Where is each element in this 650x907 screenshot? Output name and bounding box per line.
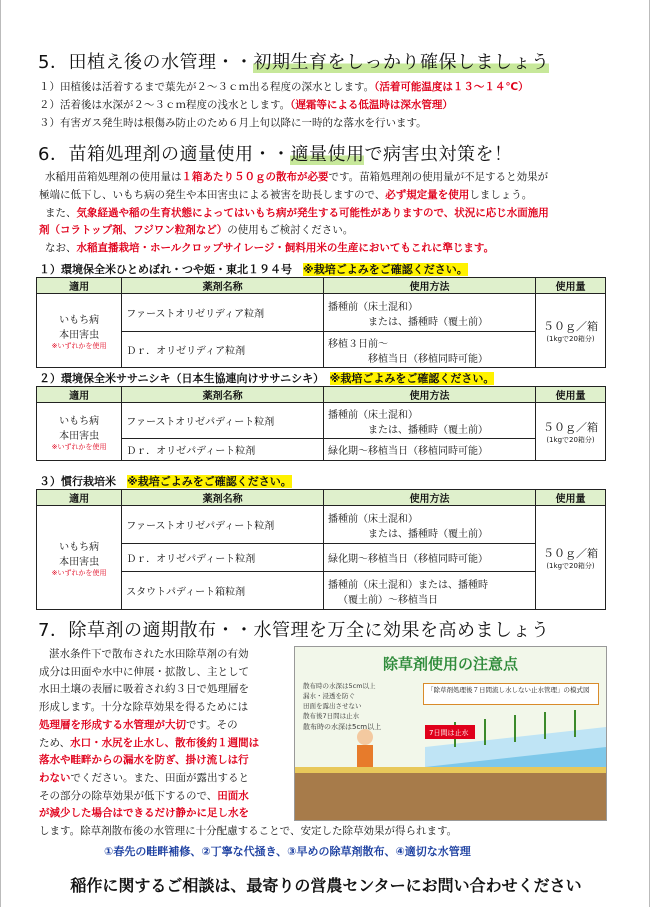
herbicide-illustration [294, 646, 607, 821]
drug-name: ファーストオリゼパディート粒剤 [122, 403, 324, 439]
table1-title [39, 261, 468, 277]
m1: 播種前（床土混和） [328, 301, 419, 313]
m2: （覆土前）～移植当日 [338, 594, 439, 606]
amount-cell [535, 294, 605, 368]
t: なお、 [45, 242, 77, 254]
section5-heading-prefix: 5．田植え後の水管理・・ [38, 52, 254, 73]
table3 [36, 489, 606, 610]
illus-box: 「除草剤処理後７日間流し水しない止水管理」の模式図 [423, 683, 599, 705]
highlight: 適量使用 [290, 144, 365, 165]
use2: 本田害虫 [59, 430, 100, 442]
m1: 播種前（床土混和） [328, 513, 419, 525]
section5-line2 [39, 98, 453, 112]
section5-line1 [39, 80, 529, 94]
use-cell [37, 294, 122, 368]
section6-heading [38, 140, 512, 166]
section7-heading: 7．除草剤の適期散布・・水管理を万全に効果を高めましょう [38, 620, 550, 641]
col-method: 使用方法 [324, 278, 536, 294]
text: １）田植後は活着するまで葉先が２～３ｃｍ出る程度の深水とします。 [39, 81, 375, 93]
m2: 移植当日（移植同時可能） [368, 353, 489, 365]
use1: いもち病 [59, 314, 100, 326]
use-cell [37, 403, 122, 461]
use1: いもち病 [59, 541, 100, 553]
footer: 稲作に関するご相談は、最寄りの営農センターにお問い合わせください [70, 876, 582, 895]
note: ※栽培ごよみをご確認ください。 [127, 475, 292, 488]
bullet: 田面を露出させない [303, 702, 362, 710]
method: 緑化期～移植当日（移植同時可能） [324, 544, 536, 572]
amount-note: (1kgで20箱分) [546, 561, 595, 570]
drug-name: ファーストオリゼパディート粒剤 [122, 506, 324, 544]
farmer-head [357, 729, 373, 745]
use-note: ※いずれかを使用 [51, 442, 107, 451]
t: 田面水 [217, 789, 249, 802]
t: 極端に低下し、いもち病の発生や本田害虫による被害を助長しますので、 [39, 189, 386, 201]
t: が減少した場合はできるだけ静かに足し水を [39, 807, 249, 820]
m1: 移植３日前～ [328, 338, 389, 350]
t: ３）慣行栽培米 [39, 475, 116, 488]
illus-drawing [295, 707, 606, 820]
t: 処理層を形成する水管理が大切 [39, 718, 186, 731]
method-cell [324, 572, 536, 610]
drug-name: Ｄｒ．オリゼパディート粒剤 [122, 439, 324, 461]
method-cell [324, 294, 536, 332]
section5-line3: ３）有害ガス発生時は根傷み防止のため６月上旬以降に一時的な落水を行います。 [39, 117, 427, 129]
para-line: 成分は田面や水中に伸展・拡散し、主として [39, 665, 249, 678]
farmer-body [357, 745, 373, 767]
method-cell [324, 332, 536, 368]
red-text: （遅霜等による低温時は深水管理） [290, 99, 453, 111]
bullet: 散布時の水深は5cm以上 [303, 682, 376, 690]
text: ２）活着後は水深が２～３ｃｍ程度の浅水とします。 [39, 99, 291, 111]
t: ２）環境保全米ササニシキ（日本生協連向けササニシキ） [39, 372, 319, 385]
t: 水稲直播栽培・ホールクロップサイレージ・飼料用米の生産においてもこれに準じます。 [76, 242, 495, 254]
suffix: で病害虫対策を！ [364, 144, 513, 165]
prefix: 6．苗箱処理剤の適量使用・・ [38, 144, 291, 165]
col-amount: 使用量 [535, 278, 605, 294]
para-line [39, 788, 289, 806]
col-name: 薬剤名称 [122, 490, 324, 506]
section5-heading-highlight: 初期生育をしっかり確保しましょう [253, 52, 550, 73]
use-note: ※いずれかを使用 [51, 341, 107, 350]
section6-para2-line2 [39, 223, 353, 237]
para-line [39, 717, 289, 735]
treated-layer [295, 767, 606, 773]
table2 [36, 386, 606, 461]
soil-layer [295, 767, 606, 820]
col-amount: 使用量 [535, 490, 605, 506]
amount-note: (1kgで20箱分) [546, 435, 595, 444]
col-method: 使用方法 [324, 387, 536, 403]
illus-title: 除草剤使用の注意点 [382, 655, 518, 673]
method-cell [324, 403, 536, 439]
para-line [39, 805, 289, 823]
col-amount: 使用量 [535, 387, 605, 403]
use1: いもち病 [59, 415, 100, 427]
section7-paragraph [39, 646, 289, 823]
t: しましょう。 [469, 189, 533, 201]
water-depth-label: 散布時の水深は5cm以上 [303, 723, 382, 731]
m2: または、播種時（覆土前） [368, 528, 489, 540]
t: わない [39, 771, 71, 784]
section6-para1-line2 [39, 188, 532, 202]
amount: ５０ｇ／箱 [542, 546, 598, 560]
key-points: ①春先の畦畔補修、②丁寧な代掻き、③早めの除草剤散布、④適切な水管理 [104, 845, 471, 858]
method: 緑化期～移植当日（移植同時可能） [324, 439, 536, 461]
days-label: 7日間は止水 [429, 729, 469, 737]
col-name: 薬剤名称 [122, 278, 324, 294]
col-use: 適用 [37, 278, 122, 294]
t: ため、 [39, 736, 71, 749]
section6-para3 [45, 241, 494, 255]
use2: 本田害虫 [59, 556, 100, 568]
para-line: 形成します。十分な除草効果を得るためには [39, 701, 249, 714]
amount: ５０ｇ／箱 [542, 420, 598, 434]
t: です。その [186, 718, 238, 731]
t: １箱あたり５０ｇの散布が必要 [181, 171, 329, 183]
bullet: 漏水・浸透を防ぐ [303, 692, 355, 700]
use-cell [37, 506, 122, 610]
para-line [39, 752, 289, 770]
t: その部分の除草効果が低下するので、 [39, 789, 218, 802]
bullet: 散布後7日間は止水 [303, 712, 360, 720]
para-line [39, 770, 289, 788]
t: 必ず規定量を使用 [385, 189, 470, 201]
red-text: （活着可能温度は１３～１４℃） [374, 81, 529, 93]
para-line: 水田土壌の表層に吸着され約３日で処理層を [39, 683, 249, 696]
method-cell [324, 506, 536, 544]
col-name: 薬剤名称 [122, 387, 324, 403]
m2: または、播種時（覆土前） [368, 316, 489, 328]
t: 剤（コラトップ剤、フジワン粒剤など） [39, 224, 228, 236]
col-use: 適用 [37, 387, 122, 403]
note: ※栽培ごよみをご確認ください。 [329, 372, 495, 385]
t: １）環境保全米ひとめぼれ・つや姫・東北１９４号 [39, 263, 292, 276]
section5-heading [38, 48, 549, 74]
amount: ５０ｇ／箱 [542, 319, 598, 333]
t: 水稲用苗箱処理剤の使用量は [45, 171, 182, 183]
table2-title [39, 370, 494, 386]
note: ※栽培ごよみをご確認ください。 [303, 263, 468, 276]
drug-name: Ｄｒ．オリゼパディート粒剤 [122, 544, 324, 572]
section7-tail: します。除草剤散布後の水管理に十分配慮することで、安定した除草効果が得られます。 [39, 825, 458, 837]
amount-cell [535, 506, 605, 610]
table1 [36, 277, 606, 368]
t: 落水や畦畔からの漏水を防ぎ、掛け流しは行 [39, 754, 249, 767]
t: 水口・水尻を止水し、散布後約１週間は [70, 736, 260, 749]
m1: 播種前（床土混和） [328, 409, 419, 421]
m2: または、播種時（覆土前） [368, 424, 489, 436]
col-method: 使用方法 [324, 490, 536, 506]
drug-name: Ｄｒ．オリゼリディア粒剤 [122, 332, 324, 368]
para-line: 湛水条件下で散布された水田除草剤の有効 [49, 648, 249, 660]
drug-name: スタウトパディート箱粒剤 [122, 572, 324, 610]
drug-name: ファーストオリゼリディア粒剤 [122, 294, 324, 332]
t: 気象経過や稲の生育状態によってはいもち病が発生する可能性がありますので、状況に応じ水面施用 [76, 207, 549, 219]
t: また、 [45, 207, 77, 219]
amount-note: (1kgで20箱分) [546, 334, 595, 343]
use-note: ※いずれかを使用 [51, 568, 107, 577]
amount-cell [535, 403, 605, 461]
section6-para2-line1 [45, 206, 549, 220]
table3-title [39, 473, 292, 489]
use2: 本田害虫 [59, 329, 100, 341]
t: です。苗箱処理剤の使用量が不足すると効果が [328, 171, 549, 183]
t: の使用もご検討ください。 [227, 224, 354, 236]
para-line [39, 735, 289, 753]
m1: 播種前（床土混和）または、播種時 [328, 579, 489, 591]
col-use: 適用 [37, 490, 122, 506]
section6-para1-line1 [45, 170, 548, 184]
t: でください。また、田面が露出すると [70, 771, 249, 784]
